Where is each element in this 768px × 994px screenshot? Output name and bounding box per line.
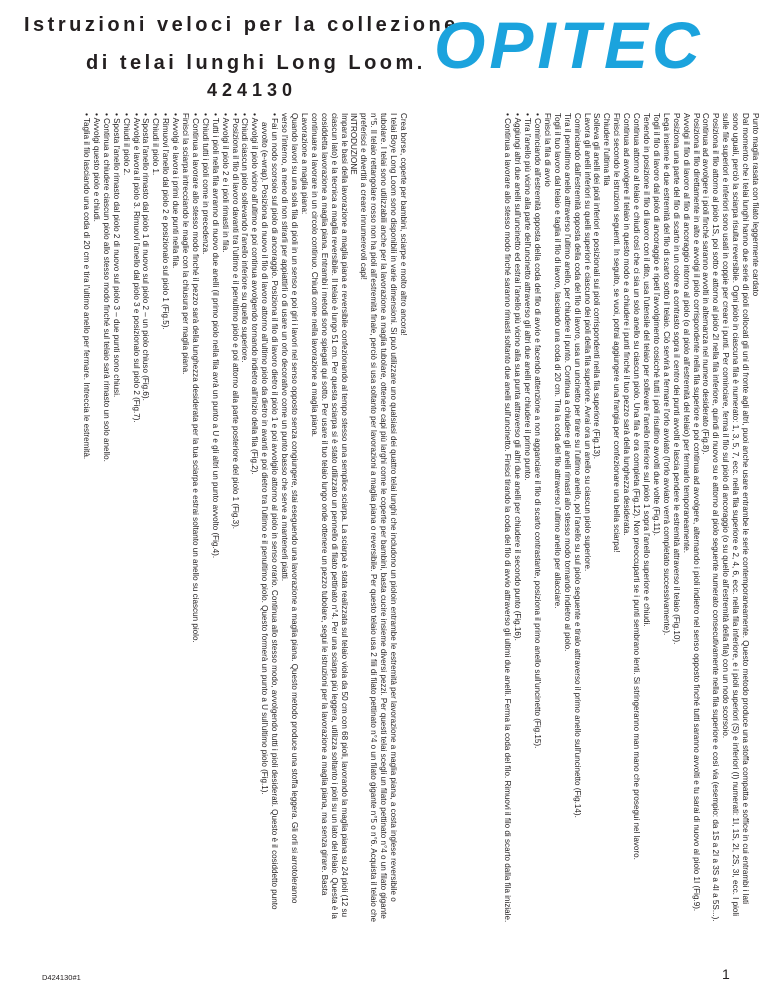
bullet-paragraph: • Chiudi tutti i pioli come in precedenza. <box>200 113 210 255</box>
bullet-paragraph: • Avvolgi il piolo vicino all'ultimo e poi continua avvolgendo tornando indietro all'inizio della fila (Fig.2). <box>250 113 260 475</box>
paragraph: Lavorazione a maglia piana: <box>299 113 309 215</box>
bullet-paragraph: • Tira l'anello più vicino alla parte dell'uncinetto attraverso gli altri due anelli per chiudere il primo punto. <box>523 113 533 481</box>
paragraph: Continua ad avvolgere il telaio in questo modo e a chiudere i punti finché il tuo pezzo sarà della lunghezza desiderata. <box>622 113 632 536</box>
paragraph: Posiziona il filo direttamente in alto e avvolgi il piolo corrispondente nella fila superiore e poi continua ad avvolgere, alternando i pioli indietro nel senso opposto finché tutti saranno avvolti e tu sarai di nuovo al piolo 1I (Fig.9). <box>691 113 701 912</box>
logo-text: OPITEC <box>434 8 704 76</box>
bullet-paragraph: • Avvolgi e lavora i primi due punti nella fila. <box>171 113 181 269</box>
bullet-paragraph: • Continua a lavorare allo stesso modo finché il pezzo sarà della lunghezza desiderata per la tua sciarpa e estrai soltanto un anello su ciascun piolo. <box>190 113 200 643</box>
paragraph: Posiziona una parte del filo di scarto in un colore a contrasto sopra il centro dei punti avvolti e lascia pendere le estremità attraverso il telaio (Fig.10). <box>671 113 681 645</box>
bullet-paragraph: • Sposta l'anello rimasto dal piolo 2 di nuovo sul piolo 3 – due punti sono chiusi. <box>111 113 121 398</box>
paragraph: Continua ad avvolgere i pioli finché saranno avvolti in alternanza nel numero desiderato (Fig.8). <box>701 113 711 455</box>
paragraph: Posiziona il filo attorno al piolo 1S, poi sotto e attorno al piolo 2I nella fila inferiore, quindi di nuovo su e attorno al piolo seguente numerato consecutivamente nella fila superiore e così via (esempio: da 1S a 2I a 3S a 4I a 5S...). <box>711 113 721 922</box>
page-number: 1 <box>722 966 730 982</box>
paragraph: Impara le basi della lavorazione a maglia piana e reversibile confezionando al tempo stesso una semplice sciarpa. La sciarpa è stata realizzata sul telaio viola da 50 cm con 68 pioli, lavorando la maglia piana su 24 pioli (12 su ciascun lato) e la tecnica a maglia reversibile. Il telaio è lungo 51 cm. Per questa sciarpa si è stato utilizzato un pennello di filato pettinato n°4. Per una sciarpa più leggera, utilizza soltanto i pioli su un lato del telaio. Questa è la cosiddetta lavorazione a maglia piana. Entrambi i metodi sono spiegati qui sotto. Per usare il tuo telaio lungo onde ottenere un pezzo tubolare, segui le istruzioni per la lavorazione a maglia piana, ma senza girare. Basta continuare a lavorare in un circolo continuo. Chiudi come nella lavorazione a maglia piana. <box>309 113 349 919</box>
bullet-paragraph: • Aggiungi altri due anelli sull'uncinetto ed estrai l'anello più vicino alla sua punta attraverso gli altri due anelli per chiudere il secondo punto (Fig.16). <box>513 113 523 641</box>
bullet-paragraph: • Rimuovi l'anello dal piolo 2 e posizionalo sul piolo 1 (Fig.5). <box>161 113 171 330</box>
bullet-paragraph: • Fai un nodo scorsoio sul piolo di ancoraggio. Posiziona il filo di lavoro dietro il piolo 1 e poi avvolgilo attorno al piolo in senso orario. Continua allo stesso modo, avvolgendo tutti i pioli desiderati. Questo è il cosiddetto punto avvolto (e-wrap). Posiziona di nuovo il filo di lavoro attorno all'ultimo piolo da dietro in avanti e poi dietro tra l'ultimo e il penultimo piolo. Questo formerà un punto a U sull'ultimo piolo (Fig.1). <box>260 113 280 910</box>
bullet-paragraph: • Taglia il filo lasciando una coda di 20 cm e tira l'ultimo anello per fermare. Intreccia le estremità. <box>82 113 91 460</box>
instructions-column-right <box>502 113 760 923</box>
article-number: 424130 <box>207 80 298 100</box>
opitec-logo <box>430 8 754 76</box>
paragraph: INTRODUZIONE <box>349 113 359 175</box>
paragraph: Tira il penultimo anello attraverso l'ultimo anello, per chiudere il punto. Continua a chiudere gli anelli rimasti allo stesso modo tornando indietro al piolo. <box>562 113 572 652</box>
bullet-paragraph: • Avvolgi questo piolo e chiudi. <box>91 113 101 222</box>
paragraph: Solleva gli anelli dei pioli inferiori e posizionali sui pioli corrispondenti nella fila superiore (Fig.13). <box>592 113 602 459</box>
bullet-paragraph: • Cominciando all'estremità opposta della coda del filo di avvio e facendo attenzione a non agganciare il filo di scarto contrastante, posiziona il primo anello sull'uncinetto (Fig.15). <box>533 113 543 749</box>
paragraph: Punto maglia rasata con filato leggermente cardato <box>751 113 760 297</box>
paragraph: Togli il filo di lavoro dal piolo di ancoraggio e ripeti l'avvolgimento cosicché tutti i pioli risultino avvolti due volte (Fig.11). <box>651 113 661 536</box>
paragraph: Togli il tuo lavoro dal telaio e taglia il filo di lavoro, lasciando una coda di 20 cm. Tira la coda del filo attraverso l'ultimo anello per allacciare. <box>552 113 562 609</box>
paragraph: I telai Boye Long Loom sono disponibili in varie dimensioni. Si può utilizzare uno qualsiasi dei quattro telai lunghi che includono un pioloin entrambe le estremità per lavorazione a maglia piana, a costa inglese reversibile o tubolare. I telai sono utilizzabili anche per la lavorazione a maglia tubolare, ottenere capi più larghi come le coperte per bambini, basta cucire insieme diversi pezzi. Per questi telai scegli un filato pettinato n°4 o un filato gigante n°5. Il telaio rettangolare rosso non ha pioli all'estremità finale, perciò si usa soltanto per lavorazioni a maglia piana o reversibile. Per questo telaio usa 2 fili di filato pettinato n°4 o un filato gigante n°5 o n°6. Acquista il telaio che preferisci e divertiti a creare innumerevoli capi! <box>359 113 399 923</box>
instructions-column-left <box>81 113 408 923</box>
paragraph: Dal momento che i telai lunghi hanno due serie di pioli collocati gli uni di fronte agli altri, puoi anche usare entrambe le serie contemporaneamente. Questo metodo produce una stoffa compatta e soffice in cui entrambi i lati sono uguali, perciò la sciarpa risulta reversibile. Ogni piolo in ciascuna fila è numerato: 1, 3, 5, 7, ecc. nella fila superiore e 2, 4, 6, ecc. nella fila inferiore, e i pioli superiori (S) e inferiori (I) numerati: 1I, 1S, 2I, 2S, 3I, ecc. I pioli sulle file superiori e inferiori sono usati in coppie per creare i punti. Per cominciare, ferma il filo sul piolo di ancoraggio (o su quello all'estremità della fila) con un nodo scorsoio. <box>721 113 751 917</box>
bullet-paragraph: • Continua a chiudere ciascun piolo allo stesso modo finché sul telaio sarà rimasto un solo anello. <box>101 113 111 462</box>
paragraph: Cominciando dall'estremità opposta della coda del filo di lavoro, usa un uncinetto per tirare su l'ultimo anello, poi l'anello su sul piolo seguente e tiralo attraverso il primo anello sull'uncinetto (Fig.14). <box>572 113 582 818</box>
bullet-paragraph: • Chiudi ciascun piolo sollevando l'anello inferiore su quello superiore. <box>240 113 250 363</box>
bullet-paragraph: • Chiudi il piolo 1. <box>151 113 161 176</box>
paragraph: Avvolgi il filo di lavoro al filo di ancoraggio intorno al piolo (o al piolo all'estremità del telaio) per fermarlo temporaneamente. <box>681 113 691 554</box>
bullet-paragraph: • Tutti i pioli nella fila avranno di nuovo due anelli (il primo piolo nella fila avrà un punto a U e gli altri un punto avvolto (Fig.4). <box>210 113 220 559</box>
paragraph: Finisci la sciarpa intrecciando le maglie con la chiusura per maglia piana. <box>181 113 191 375</box>
paragraph: Lega insieme le due estremità del filo di scarto sotto il telaio. Ciò servirà a fermare l'orlo avviato (l'orlo avviato verrà completato successivamente). <box>661 113 671 636</box>
paragraph: Continua attorno al telaio e chiudi così che ci sia un solo anello su ciascun piolo. Una fila è ora completa (Fig.12). Non preoccuparti se i punti sembrano lenti. Si stringeranno man mano che prosegui nel lavoro. <box>632 113 642 860</box>
paragraph: Tenendo in posizione il filo di lavoro con il dito, usa l'utensile del telaio per sollevare l'anello inferiore sul piolo 1 sopra l'anello superiore e chiudi. <box>642 113 652 627</box>
paragraph: Finisci secondo le istruzioni seguenti. In seguito, se vuoi, potrai aggiungere una frangia per confezionare una bella sciarpa! <box>612 113 622 553</box>
paragraph: Chiudere l'ultima fila <box>602 113 612 186</box>
paragraph: Finisci la fila di avvio <box>542 113 552 187</box>
bullet-paragraph: • Sposta l'anello rimasto dal piolo 1 di nuovo sul piolo 2 – un piolo chiuso (Fig.6). <box>141 113 151 401</box>
bullet-paragraph: • Avvolgi il piolo 2 e i pioli rimasti in fila. <box>220 113 230 253</box>
bullet-paragraph: • Posiziona il filo di lavoro davanti tra l'ultimo e il penultimo piolo e poi attorno alla parte posteriore del piolo 1 (Fig.3). <box>230 113 240 530</box>
bullet-paragraph: • Chiudi il piolo 2. <box>121 113 131 176</box>
paragraph: Crea borse, coperte per bambini, sciarpe e molto altro ancora! <box>399 113 408 336</box>
bullet-paragraph: • Avvolgi e lavora il piolo 3. Rimuovi l'anello dal piolo 3 e posizionalo sul piolo 2 (Fig.7). <box>131 113 141 423</box>
paragraph: Lavora gli anelli inferiori su quelli superiori e ciascuno dei pioli della fila superiore. Avrai ora un anello su ciascun piolo superiore. <box>582 113 592 572</box>
title-line-2: di telai lunghi Long Loom. <box>86 52 426 74</box>
bullet-paragraph: • Continua a lavorare allo stesso modo finché saranno rimasti soltanto due anelli sull'uncinetto. Finisci tirando la coda del filo di avvio attraverso gli ultimi due anelli. Ferma la coda del filo. Rimuovi il filo di scarto dalla fila iniziale. <box>503 113 513 923</box>
document-code: D424130#1 <box>42 973 81 982</box>
paragraph: Quando lavori su una sola fila di pioli in un senso e poi giri i lavori nel senso opposto senza congiungere, stai eseguendo una lavorazione a maglia piana. Questo metodo produce una stoffa leggera. Gli orli si arrotoleranno verso l'interno, a meno di non stirarli per appiattirli o di usare un orlo decorativo come un punto basso che serve a mantenerli piatti. <box>280 113 300 904</box>
title-line-1: Istruzioni veloci per la collezione <box>24 14 459 36</box>
